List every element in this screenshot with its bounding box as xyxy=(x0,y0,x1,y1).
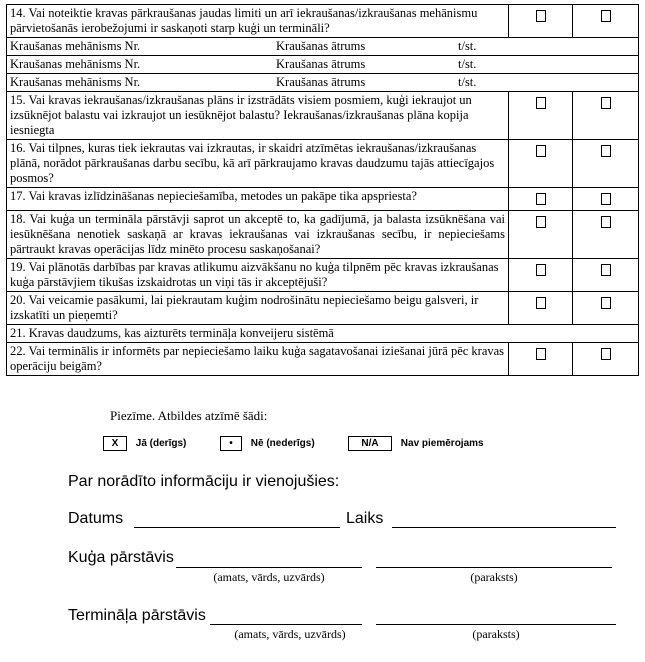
question-row-16 xyxy=(7,140,639,188)
checkbox-icon[interactable] xyxy=(536,348,546,360)
checkbox-icon[interactable] xyxy=(601,97,611,109)
position-caption: (amats, vārds, uzvārds) xyxy=(213,570,325,584)
question-text: 18. Vai kuģa un termināla pārstāvji saprot un akceptē to, ka gadījumā, ja balasta izsūknēšana vai iesūknēšana nenotiek saskaņā ar kravas iekraušanas vai izkraušanas secību, ir nepieciešams pārtraukt kravas operācijas līdz minēto procesu saskaņošanai? xyxy=(7,211,509,259)
checkbox-icon[interactable] xyxy=(601,193,611,205)
answer-cell-terminal[interactable] xyxy=(573,5,639,38)
checkbox-icon[interactable] xyxy=(536,264,546,276)
question-row-21 xyxy=(7,325,639,343)
question-row-15 xyxy=(7,92,639,140)
ship-rep-label: Kuģa pārstāvis xyxy=(68,549,174,566)
checkbox-icon[interactable] xyxy=(601,145,611,157)
question-row-14 xyxy=(7,5,639,38)
checkbox-icon[interactable] xyxy=(601,10,611,22)
signature-caption: (paraksts) xyxy=(470,570,518,584)
checkbox-icon[interactable] xyxy=(536,193,546,205)
answer-cell-ship[interactable] xyxy=(509,5,573,38)
terminal-rep-label: Termināļa pārstāvis xyxy=(68,607,206,624)
time-label: Laiks xyxy=(346,510,384,527)
question-row-19 xyxy=(7,259,639,292)
ship-rep-name-field[interactable] xyxy=(176,567,362,568)
question-text: 19. Vai plānotās darbības par kravas atlikumu aizvākšanu no kuģa tilpnēm pēc kravas izkraušanas kuģa pārstāvjiem tikušas izskaidrotas un viņi tās ir akceptējuši? xyxy=(7,259,509,292)
date-field[interactable] xyxy=(134,527,340,528)
legend-yes-mark: X xyxy=(103,436,127,451)
checkbox-icon[interactable] xyxy=(601,216,611,228)
terminal-rep-name-field[interactable] xyxy=(210,624,362,625)
checkbox-icon[interactable] xyxy=(601,264,611,276)
question-text: 22. Vai terminālis ir informēts par nepieciešamo laiku kuģa sagatavošanai iziešanai jūrā pēc kravas operāciju beigām? xyxy=(7,343,509,376)
checkbox-icon[interactable] xyxy=(536,145,546,157)
question-row-18 xyxy=(7,211,639,259)
legend-na xyxy=(348,436,484,451)
legend-na-label: Nav piemērojams xyxy=(400,438,484,450)
question-row-17 xyxy=(7,188,639,211)
legend-no xyxy=(220,436,315,451)
question-row-22 xyxy=(7,343,639,376)
signature-caption: (paraksts) xyxy=(472,627,520,641)
checkbox-icon[interactable] xyxy=(536,97,546,109)
ship-rep-signature-field[interactable] xyxy=(376,567,612,568)
question-text: 15. Vai kravas iekraušanas/izkraušanas plāns ir izstrādāts visiem posmiem, kuģi iekraujot un izsūknējot balastu vai izkraujot un iesūknējot balastu? Iekraušanas/izkraušanas plāna kopija iesniegta xyxy=(7,92,509,140)
legend-na-mark: N/A xyxy=(348,436,392,451)
terminal-rep-signature-field[interactable] xyxy=(376,624,616,625)
checkbox-icon[interactable] xyxy=(536,10,546,22)
legend-no-mark: • xyxy=(220,436,242,451)
question-row-20 xyxy=(7,292,639,325)
legend-yes xyxy=(103,436,186,451)
question-text: 14. Vai noteiktie kravas pārkraušanas jaudas limiti un arī iekraušanas/izkraušanas mehānismu pārvietošanās ierobežojumi ir saskaņoti starp kuģi un termināli? xyxy=(7,5,509,38)
checklist-table xyxy=(6,4,639,376)
question-text: 17. Vai kravas izlīdzināšanas nepieciešamība, metodes un pakāpe tika apspriesta? xyxy=(7,188,509,211)
note-text: Piezīme. Atbildes atzīmē šādi: xyxy=(110,408,268,423)
checkbox-icon[interactable] xyxy=(601,348,611,360)
question-text: 21. Kravas daudzums, kas aizturēts termināļa konveijeru sistēmā xyxy=(7,325,639,343)
checkbox-icon[interactable] xyxy=(536,216,546,228)
time-field[interactable] xyxy=(392,527,616,528)
mechanism-row: Kraušanas mehānisms Nr. Kraušanas ātrums t/st. xyxy=(7,38,639,56)
date-label: Datums xyxy=(68,510,124,527)
checkbox-icon[interactable] xyxy=(601,297,611,309)
question-text: 16. Vai tilpnes, kuras tiek iekrautas vai izkrautas, ir skaidri atzīmētas iekraušanas/izkraušanas plānā, norādot pārkraušanas darbu secību, kā arī pārkraujamo kravas daudzumu tajās attiecīgajos posmos? xyxy=(7,140,509,188)
question-text: 20. Vai veicamie pasākumi, lai piekrautam kuģim nodrošinātu nepieciešamo beigu galsveri, ir izskatīti un pieņemti? xyxy=(7,292,509,325)
position-caption: (amats, vārds, uzvārds) xyxy=(234,627,346,641)
legend-yes-label: Jā (derīgs) xyxy=(135,438,187,450)
mechanism-row: Kraušanas mehānisms Nr. Kraušanas ātrums t/st. xyxy=(7,56,639,74)
agreement-title: Par norādīto informāciju ir vienojušies: xyxy=(68,473,340,490)
checkbox-icon[interactable] xyxy=(536,297,546,309)
mechanism-row: Kraušanas mehānisms Nr. Kraušanas ātrums t/st. xyxy=(7,74,639,92)
legend-no-label: Nē (nederīgs) xyxy=(250,438,315,450)
